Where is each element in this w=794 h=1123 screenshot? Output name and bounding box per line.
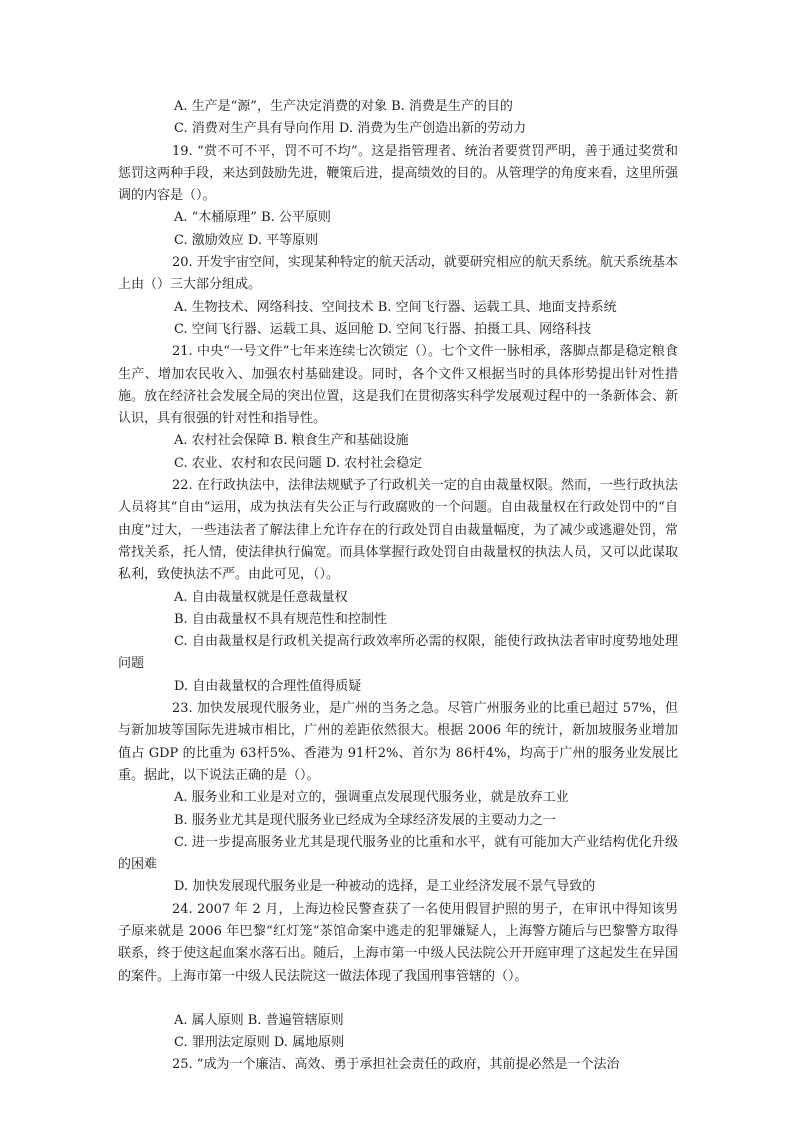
option-line: C. 农业、农村和农民问题 D. 农村社会稳定 [174,455,423,471]
option-line: A. 自由裁量权就是任意裁量权 [174,589,348,605]
question-24: 24. 2007 年 2 月，上海边检民警查获了一名使用假冒护照的男子，在审讯中得知该男子原来就是 2006 年巴黎“红灯笼”茶馆命案中逃走的犯罪嫌疑人，上海警方随后与巴黎警方取得联系，终于使这起血案水落石出。随后，上海市第一中级人民法院公开开庭审理了这起发生在异国的案件。上海市第一中级人民法院这一做法体现了我国刑事管辖的（）。 [118,901,678,984]
option-line: C. 空间飞行器、运载工具、返回舱 D. 空间飞行器、拍摄工具、网络科技 [174,321,592,337]
question-19: 19. “赏不可不平，罚不可不均”。这是指管理者、统治者要赏罚严明，善于通过奖赏和惩罚这两种手段，来达到鼓励先进，鞭策后进，提高绩效的目的。从管理学的角度来看，这里所强调的内容是（）。 [118,143,678,204]
option-line: D. 自由裁量权的合理性值得质疑 [174,678,362,694]
option-line: A. 属人原则 B. 普遍管辖原则 [174,1012,344,1028]
question-21: 21. 中央“一号文件”七年来连续七次锁定（）。七个文件一脉相承，落脚点都是稳定粮食生产、增加农民收入、加强农村基础建设。同时，各个文件又根据当时的具体形势提出针对性措施。放在经济社会发展全局的突出位置，这是我们在贯彻落实科学发展观过程中的一条新体会、新认识，具有很强的针对性和指导性。 [118,344,678,427]
question-25: 25. “成为一个廉洁、高效、勇于承担社会责任的政府，其前提必然是一个法治 [172,1057,620,1073]
question-20: 20. 开发宇宙空间，实现某种特定的航天活动，就要研究相应的航天系统。航天系统基本上由（）三大部分组成。 [118,255,678,293]
option-line: A. 服务业和工业是对立的，强调重点发展现代服务业，就是放弃工业 [174,790,569,806]
option-line: C. 进一步提高服务业尤其是现代服务业的比重和水平，就有可能加大产业结构优化升级的困难 [118,834,678,873]
option-line: A. 生产是“源”，生产决定消费的对象 B. 消费是生产的目的 [174,99,513,114]
option-line: B. 自由裁量权不具有规范性和控制性 [174,611,387,627]
option-line: D. 加快发展现代服务业是一种被动的选择，是工业经济发展不景气导致的 [174,879,596,895]
option-line: B. 服务业尤其是现代服务业已经成为全球经济发展的主要动力之一 [174,812,556,828]
option-line: A. “木桶原理” B. 公平原则 [174,210,331,226]
option-line: C. 自由裁量权是行政机关提高行政效率所必需的权限，能使行政执法者审时度势地处理问题 [118,634,678,672]
option-line: A. 生物技术、网络科技、空间技术 B. 空间飞行器、运载工具、地面支持系统 [174,299,617,315]
question-23: 23. 加快发展现代服务业，是广州的当务之急。尽管广州服务业的比重已超过 57%，但与新加坡等国际先进城市相比，广州的差距依然很大。根据 2006 年的统计，新加坡服务业增加值占 GDP 的比重为 63杆5%、香港为 91杆2%、首尔为 86杆4%，均高于广州的服务业发展比重。据此，以下说法正确的是（）。 [118,701,678,783]
document-page [118,96,678,1077]
option-line: C. 罪刑法定原则 D. 属地原则 [174,1035,345,1051]
option-line: A. 农村社会保障 B. 粮食生产和基础设施 [174,433,409,449]
question-22: 22. 在行政执法中，法律法规赋予了行政机关一定的自由裁量权限。然而，一些行政执法人员将其“自由”运用，成为执法有失公正与行政腐败的一个问题。自由裁量权在行政处罚中的“自由度”过大，一些违法者了解法律上允许存在的行政处罚自由裁量幅度，为了减少或逃避处罚，常常找关系，托人情，使法律执行偏宽。而具体掌握行政处罚自由裁量权的执法人员，又可以此谋取私利，致使执法不严。由此可见，（）。 [118,478,678,583]
blank-line [118,988,678,1010]
option-line: C. 消费对生产具有导向作用 D. 消费为生产创造出新的劳动力 [174,121,527,137]
option-line: C. 激励效应 D. 平等原则 [174,232,319,248]
